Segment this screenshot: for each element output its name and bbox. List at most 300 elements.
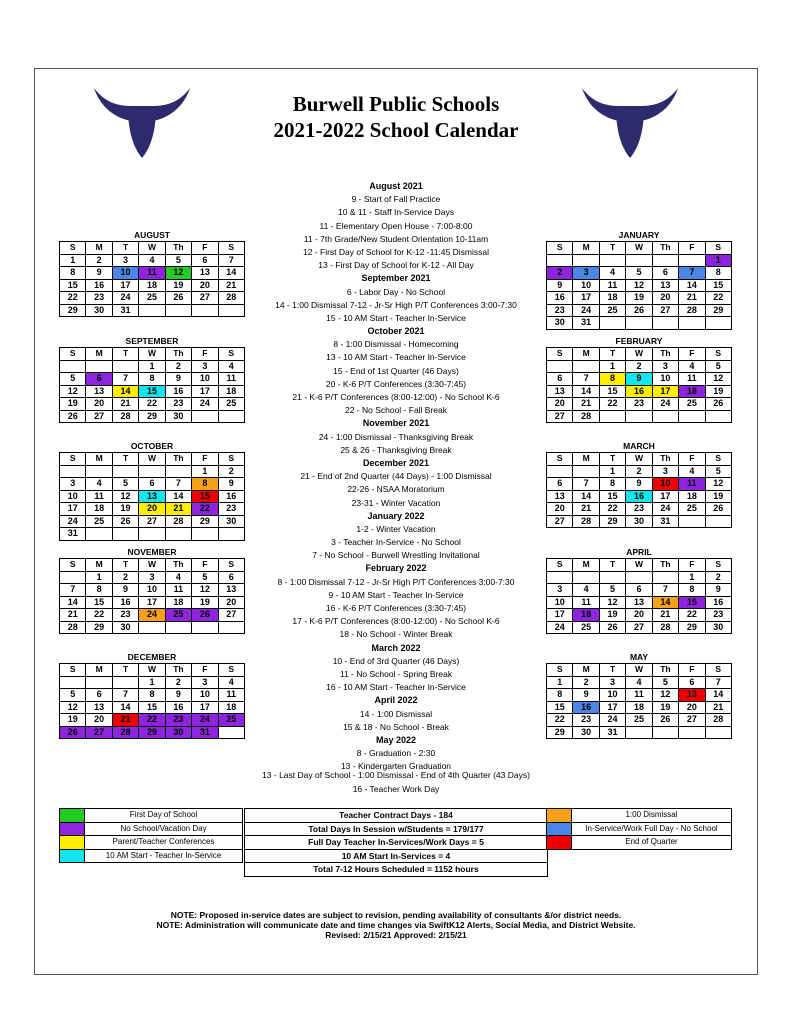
day-cell: 17: [652, 385, 678, 398]
day-cell: 21: [60, 609, 86, 622]
day-cell: [112, 528, 138, 541]
day-cell: 11: [679, 373, 705, 386]
day-cell: 2: [573, 676, 599, 689]
weekday-header: T: [599, 242, 625, 255]
day-cell: 20: [218, 596, 244, 609]
event-month-heading: September 2021: [361, 273, 431, 284]
month-title: FEBRUARY: [615, 336, 663, 346]
day-cell: 13: [679, 689, 705, 702]
month-title: DECEMBER: [127, 652, 177, 662]
weekday-header: Th: [652, 348, 678, 361]
weekday-header: S: [705, 664, 731, 677]
day-cell: 25: [218, 398, 244, 411]
day-cell: 21: [573, 503, 599, 516]
day-cell: 9: [547, 279, 573, 292]
weekday-header: S: [60, 453, 86, 466]
weekday-header: T: [112, 664, 138, 677]
day-cell: 4: [679, 360, 705, 373]
day-cell: 14: [60, 596, 86, 609]
day-cell: 20: [679, 701, 705, 714]
month-grid: [59, 558, 245, 634]
day-cell: 7: [652, 584, 678, 597]
day-cell: 18: [86, 503, 112, 516]
weekday-header: W: [139, 664, 165, 677]
event-item: 22-26 - NSAA Moratorium: [347, 484, 445, 495]
day-cell: 21: [652, 609, 678, 622]
day-cell: 8: [139, 689, 165, 702]
day-cell: 21: [705, 701, 731, 714]
weekday-header: W: [139, 453, 165, 466]
day-cell: 13: [547, 385, 573, 398]
day-cell: 1: [599, 360, 625, 373]
weekday-header: M: [86, 559, 112, 572]
day-cell: 9: [705, 584, 731, 597]
day-cell: 1: [60, 254, 86, 267]
day-cell: 6: [679, 676, 705, 689]
day-cell: 28: [573, 410, 599, 423]
day-cell: 10: [60, 490, 86, 503]
weekday-header: F: [679, 559, 705, 572]
day-cell: [626, 410, 652, 423]
weekday-header: S: [547, 242, 573, 255]
day-cell: 11: [86, 490, 112, 503]
day-cell: 2: [705, 571, 731, 584]
weekday-header: F: [679, 348, 705, 361]
day-cell: 24: [599, 714, 625, 727]
day-cell: 25: [679, 503, 705, 516]
day-cell: [547, 360, 573, 373]
event-item: 12 - First Day of School for K-12 -11:45 Dismissal: [303, 246, 489, 257]
day-cell: 6: [652, 267, 678, 280]
day-cell: 27: [626, 621, 652, 634]
totals-table: [244, 808, 548, 877]
day-cell: 20: [652, 292, 678, 305]
day-cell: 24: [192, 398, 218, 411]
day-cell: 19: [112, 503, 138, 516]
day-cell: 13: [86, 385, 112, 398]
day-cell: [705, 515, 731, 528]
day-cell: [679, 726, 705, 739]
day-cell: 28: [165, 515, 191, 528]
day-cell: 16: [626, 490, 652, 503]
day-cell: 29: [547, 726, 573, 739]
day-cell: 18: [218, 385, 244, 398]
weekday-header: S: [218, 453, 244, 466]
event-month-heading: November 2021: [362, 418, 430, 429]
day-cell: 9: [626, 478, 652, 491]
day-cell: 1: [139, 360, 165, 373]
day-cell: 3: [652, 465, 678, 478]
month-february: [546, 335, 732, 423]
day-cell: 29: [60, 304, 86, 317]
day-cell: 27: [679, 714, 705, 727]
day-cell: 20: [547, 503, 573, 516]
day-cell: [599, 317, 625, 330]
day-cell: [112, 676, 138, 689]
legend-swatch: [60, 836, 85, 850]
day-cell: 14: [573, 385, 599, 398]
weekday-header: M: [86, 664, 112, 677]
day-cell: 17: [139, 596, 165, 609]
month-april: [546, 546, 732, 634]
day-cell: 12: [165, 267, 191, 280]
day-cell: [86, 360, 112, 373]
day-cell: 4: [573, 584, 599, 597]
day-cell: 18: [218, 701, 244, 714]
day-cell: 7: [60, 584, 86, 597]
day-cell: 28: [112, 410, 138, 423]
day-cell: 3: [192, 676, 218, 689]
day-cell: 29: [705, 304, 731, 317]
day-cell: 2: [165, 676, 191, 689]
day-cell: [679, 515, 705, 528]
month-title: MAY: [629, 652, 649, 662]
day-cell: 9: [218, 478, 244, 491]
day-cell: 14: [112, 701, 138, 714]
day-cell: 12: [626, 279, 652, 292]
event-item: 7 - No School - Burwell Wrestling Invitational: [312, 550, 480, 561]
day-cell: 1: [599, 465, 625, 478]
day-cell: 10: [652, 373, 678, 386]
events-list: [246, 180, 546, 773]
day-cell: 6: [547, 373, 573, 386]
day-cell: 18: [599, 292, 625, 305]
weekday-header: M: [573, 664, 599, 677]
day-cell: [139, 621, 165, 634]
weekday-header: Th: [165, 348, 191, 361]
weekday-header: W: [626, 559, 652, 572]
day-cell: 3: [192, 360, 218, 373]
day-cell: 25: [86, 515, 112, 528]
day-cell: 22: [60, 292, 86, 305]
day-cell: 7: [573, 478, 599, 491]
day-cell: 9: [112, 584, 138, 597]
day-cell: 6: [86, 689, 112, 702]
day-cell: [599, 571, 625, 584]
month-grid: [546, 452, 732, 528]
month-title: JANUARY: [618, 230, 660, 240]
day-cell: 25: [165, 609, 191, 622]
weekday-header: T: [599, 559, 625, 572]
day-cell: [86, 676, 112, 689]
day-cell: 16: [165, 385, 191, 398]
day-cell: 1: [547, 676, 573, 689]
day-cell: 1: [192, 465, 218, 478]
day-cell: 30: [573, 726, 599, 739]
legend-right: [546, 808, 732, 850]
day-cell: 26: [705, 398, 731, 411]
weekday-header: F: [679, 664, 705, 677]
event-item: 11 - 7th Grade/New Student Orientation 10-11am: [303, 233, 489, 244]
weekday-header: W: [626, 242, 652, 255]
day-cell: 15: [599, 490, 625, 503]
weekday-header: Th: [165, 453, 191, 466]
event-item: 15 - End of 1st Quarter (46 Days): [333, 365, 459, 376]
event-month-heading: October 2021: [367, 326, 425, 337]
day-cell: [218, 528, 244, 541]
day-cell: 25: [139, 292, 165, 305]
weekday-header: S: [705, 559, 731, 572]
day-cell: [573, 571, 599, 584]
month-title: NOVEMBER: [127, 547, 177, 557]
day-cell: [192, 621, 218, 634]
day-cell: 31: [192, 726, 218, 739]
day-cell: 6: [218, 571, 244, 584]
weekday-header: Th: [652, 242, 678, 255]
month-title: APRIL: [626, 547, 652, 557]
day-cell: 23: [218, 503, 244, 516]
day-cell: 10: [652, 478, 678, 491]
day-cell: 22: [192, 503, 218, 516]
day-cell: [60, 465, 86, 478]
weekday-header: F: [192, 453, 218, 466]
day-cell: 26: [165, 292, 191, 305]
event-item: 21 - K-6 P/T Conferences (8:00-12:00) - No School K-6: [292, 392, 500, 402]
day-cell: 23: [626, 503, 652, 516]
day-cell: 24: [573, 304, 599, 317]
day-cell: 16: [573, 701, 599, 714]
day-cell: 21: [112, 398, 138, 411]
day-cell: [218, 304, 244, 317]
weekday-header: W: [139, 559, 165, 572]
day-cell: 22: [599, 503, 625, 516]
weekday-header: S: [60, 242, 86, 255]
day-cell: [652, 254, 678, 267]
day-cell: 5: [626, 267, 652, 280]
day-cell: 22: [599, 398, 625, 411]
legend-label: No School/Vacation Day: [85, 822, 243, 836]
day-cell: 29: [192, 515, 218, 528]
month-may: [546, 651, 732, 739]
day-cell: 28: [652, 621, 678, 634]
day-cell: 7: [679, 267, 705, 280]
day-cell: 7: [112, 689, 138, 702]
day-cell: [192, 528, 218, 541]
day-cell: 3: [652, 360, 678, 373]
day-cell: [165, 465, 191, 478]
day-cell: [139, 528, 165, 541]
day-cell: [60, 676, 86, 689]
month-grid: [546, 663, 732, 739]
weekday-header: T: [599, 453, 625, 466]
weekday-header: Th: [652, 559, 678, 572]
day-cell: 11: [679, 478, 705, 491]
event-item: 9 - 10 AM Start - Teacher In-Service: [328, 589, 464, 600]
day-cell: 3: [599, 676, 625, 689]
day-cell: 16: [165, 701, 191, 714]
day-cell: 17: [652, 490, 678, 503]
day-cell: 20: [86, 398, 112, 411]
day-cell: 15: [705, 279, 731, 292]
day-cell: [679, 254, 705, 267]
day-cell: 29: [599, 515, 625, 528]
day-cell: 7: [218, 254, 244, 267]
day-cell: 8: [192, 478, 218, 491]
day-cell: 28: [112, 726, 138, 739]
month-grid: [59, 663, 245, 739]
day-cell: 27: [547, 410, 573, 423]
day-cell: 27: [192, 292, 218, 305]
total-row: Full Day Teacher In-Services/Work Days = 5: [245, 836, 548, 850]
day-cell: 12: [60, 701, 86, 714]
day-cell: 11: [218, 689, 244, 702]
event-item: 14 - 1:00 Dismissal: [359, 708, 433, 719]
event-item: 15 & 18 - No School - Break: [343, 721, 449, 732]
day-cell: 5: [112, 478, 138, 491]
event-item: 11 - No School - Spring Break: [339, 668, 453, 679]
day-cell: 9: [573, 689, 599, 702]
day-cell: [165, 528, 191, 541]
day-cell: 26: [112, 515, 138, 528]
month-title: SEPTEMBER: [125, 336, 179, 346]
event-item: 8 - 1:00 Dismissal - Homecoming: [333, 339, 459, 350]
day-cell: 26: [705, 503, 731, 516]
day-cell: 27: [139, 515, 165, 528]
weekday-header: S: [547, 559, 573, 572]
legend-label: End of Quarter: [572, 836, 732, 850]
day-cell: 28: [218, 292, 244, 305]
day-cell: 16: [705, 596, 731, 609]
day-cell: 20: [86, 714, 112, 727]
day-cell: [599, 410, 625, 423]
day-cell: 8: [599, 478, 625, 491]
day-cell: 31: [112, 304, 138, 317]
event-item: 16 - K-6 P/T Conferences (3:30-7:45): [325, 603, 467, 613]
day-cell: 12: [705, 478, 731, 491]
legend-label: First Day of School: [85, 809, 243, 823]
day-cell: 4: [626, 676, 652, 689]
day-cell: 15: [139, 701, 165, 714]
day-cell: [705, 726, 731, 739]
day-cell: 7: [705, 676, 731, 689]
weekday-header: Th: [165, 664, 191, 677]
day-cell: 25: [573, 621, 599, 634]
legend-swatch: [547, 822, 572, 836]
event-item: 10 & 11 - Staff In-Service Days: [338, 207, 454, 218]
weekday-header: S: [60, 559, 86, 572]
day-cell: 13: [626, 596, 652, 609]
day-cell: 15: [679, 596, 705, 609]
month-august: [59, 229, 245, 317]
day-cell: 1: [679, 571, 705, 584]
weekday-header: W: [626, 348, 652, 361]
day-cell: 26: [60, 726, 86, 739]
day-cell: 22: [547, 714, 573, 727]
event-item: 23-31 - Winter Vacation: [351, 497, 441, 508]
day-cell: 24: [547, 621, 573, 634]
day-cell: 25: [218, 714, 244, 727]
day-cell: 14: [652, 596, 678, 609]
day-cell: 20: [547, 398, 573, 411]
month-november: [59, 546, 245, 634]
day-cell: 9: [165, 689, 191, 702]
month-grid: [546, 241, 732, 330]
event-item: 1-2 - Winter Vacation: [356, 523, 436, 534]
day-cell: 19: [60, 398, 86, 411]
weekday-header: S: [705, 348, 731, 361]
day-cell: [218, 410, 244, 423]
legend-left: [59, 808, 243, 863]
event-month-heading: April 2022: [374, 695, 418, 706]
event-item: 3 - Teacher In-Service - No School: [331, 537, 461, 548]
weekday-header: M: [86, 453, 112, 466]
day-cell: 26: [192, 609, 218, 622]
day-cell: 21: [218, 279, 244, 292]
day-cell: 7: [165, 478, 191, 491]
day-cell: 10: [573, 279, 599, 292]
day-cell: [112, 360, 138, 373]
day-cell: 16: [112, 596, 138, 609]
weekday-header: Th: [652, 453, 678, 466]
day-cell: 6: [192, 254, 218, 267]
day-cell: 27: [547, 515, 573, 528]
month-grid: [59, 452, 245, 541]
day-cell: 5: [165, 254, 191, 267]
day-cell: 8: [547, 689, 573, 702]
day-cell: 19: [705, 490, 731, 503]
weekday-header: S: [547, 453, 573, 466]
day-cell: 2: [547, 267, 573, 280]
event-month-heading: December 2021: [362, 457, 430, 468]
day-cell: 12: [599, 596, 625, 609]
day-cell: 14: [165, 490, 191, 503]
day-cell: [86, 465, 112, 478]
day-cell: 2: [86, 254, 112, 267]
event-item: 18 - No School - Winter Break: [339, 629, 453, 640]
calendar-year-title: 2021-2022 School Calendar: [273, 118, 519, 142]
day-cell: [599, 254, 625, 267]
event-item: 14 - 1:00 Dismissal 7-12 - Jr-Sr High P/T Conferences 3:00-7:30: [275, 299, 517, 310]
day-cell: [573, 360, 599, 373]
day-cell: [547, 254, 573, 267]
legend-label: Parent/Teacher Conferences: [85, 836, 243, 850]
event-item: 21 - End of 2nd Quarter (44 Days) - 1:00 Dismissal: [300, 471, 492, 482]
day-cell: 24: [60, 515, 86, 528]
month-grid: [59, 241, 245, 317]
event-teacher-work-day: 16 - Teacher Work Day: [352, 784, 440, 794]
month-title: MARCH: [623, 441, 655, 451]
day-cell: 24: [652, 398, 678, 411]
day-cell: 23: [573, 714, 599, 727]
footer-notes: [0, 910, 792, 940]
day-cell: 10: [599, 689, 625, 702]
day-cell: 13: [192, 267, 218, 280]
month-march: [546, 440, 732, 528]
day-cell: 22: [139, 398, 165, 411]
day-cell: 5: [652, 676, 678, 689]
day-cell: 24: [112, 292, 138, 305]
note-communication: NOTE: Administration will communicate date and time changes via SwiftK12 Alerts, Social Media, and District Website.: [156, 920, 636, 930]
day-cell: 13: [86, 701, 112, 714]
day-cell: [652, 571, 678, 584]
event-item: 8 - Graduation - 2:30: [356, 748, 436, 759]
day-cell: 15: [139, 385, 165, 398]
day-cell: 9: [86, 267, 112, 280]
total-row: Total Days In Session w/Students = 179/177: [245, 822, 548, 836]
weekday-header: W: [626, 664, 652, 677]
day-cell: 23: [165, 714, 191, 727]
day-cell: 29: [139, 726, 165, 739]
day-cell: 17: [112, 279, 138, 292]
day-cell: 19: [626, 292, 652, 305]
day-cell: 8: [599, 373, 625, 386]
weekday-header: F: [192, 348, 218, 361]
day-cell: 29: [679, 621, 705, 634]
day-cell: 12: [705, 373, 731, 386]
day-cell: 4: [165, 571, 191, 584]
day-cell: 5: [192, 571, 218, 584]
day-cell: 12: [652, 689, 678, 702]
